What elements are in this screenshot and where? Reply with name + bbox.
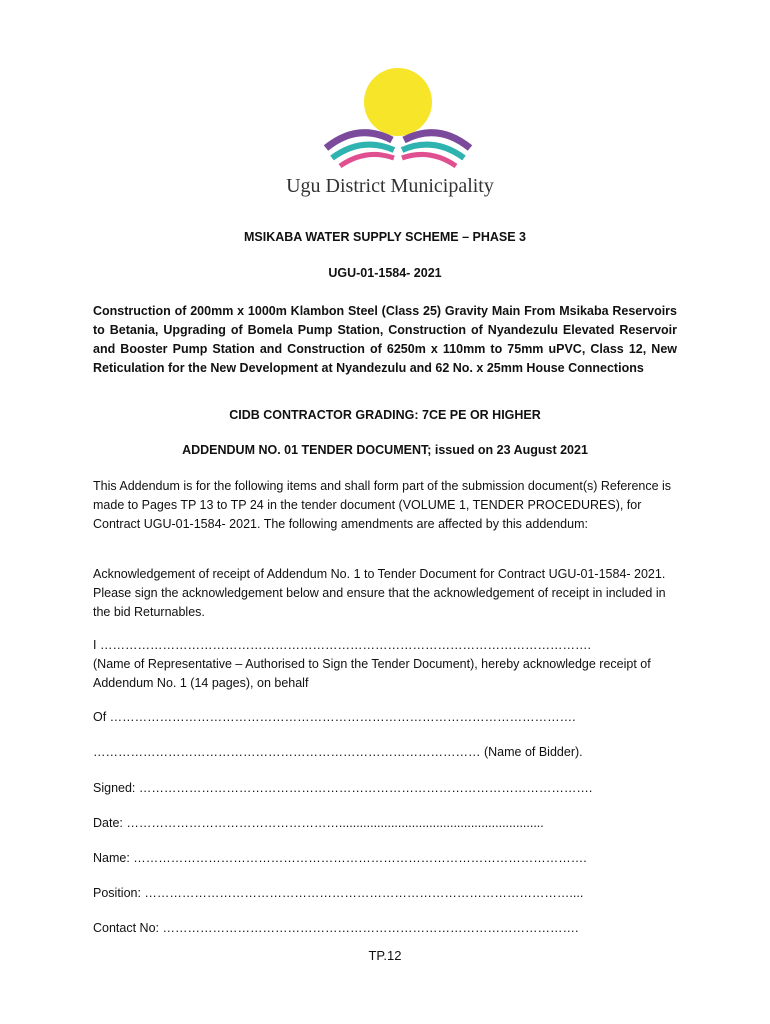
contract-number: UGU-01-1584- 2021	[328, 266, 442, 280]
intro-paragraph: This Addendum is for the following items and shall form part of the submission document(s) Reference is made to Pages TP 13 to TP 24 in the tender document (VOLUME 1, TENDER PROCEDURES), for Contract UGU-01-1584- 2021. The following amendments are affected by this addendum:	[93, 479, 672, 531]
name-line: Name: ……………………………………………………………………………………………….	[93, 851, 587, 865]
page-number: TP.12	[368, 948, 402, 963]
municipality-logo	[318, 60, 478, 170]
bidder-name-line: ………………………………………………………………………………… (Name of Bidder).	[93, 745, 583, 759]
org-name: Ugu District Municipality	[286, 175, 494, 197]
arc-pink-right	[402, 154, 456, 166]
representative-name-line: I ……………………………………………………………………………………………………….	[93, 638, 591, 652]
sun-icon	[364, 68, 432, 136]
signed-line: Signed: ……………………………………………………………………………………………….	[93, 781, 593, 795]
representative-text: (Name of Representative – Authorised to Sign the Tender Document), hereby acknowledge receipt of Addendum No. 1 (14 pages), on behalf	[93, 657, 651, 690]
scheme-title: MSIKABA WATER SUPPLY SCHEME – PHASE 3	[243, 230, 526, 244]
project-description: Construction of 200mm x 1000m Klambon Steel (Class 25) Gravity Main From Msikaba Reservoirs to Betania, Upgrading of Bomela Pump Station, Construction of Nyandezulu Elevated Reservoir and Booster Pump Station and Construction of 6250m x 110mm to 75mm uPVC, Class 12, New Reticulation for the New Development at Nyandezulu and 62 No. x 25mm House Connections	[93, 304, 677, 375]
date-line: Date: ……………………………………………...........................................................	[93, 816, 544, 830]
acknowledgement-paragraph: Acknowledgement of receipt of Addendum No. 1 to Tender Document for Contract UGU-01-1584- 2021. Please sign the acknowledgement below and ensure that the acknowledgement of receipt in included in the bid Returnables.	[93, 567, 666, 619]
position-line: Position: …………………………………………………………………………………………....	[93, 886, 584, 900]
cidb-grading: CIDB CONTRACTOR GRADING: 7CE PE OR HIGHER	[229, 408, 541, 422]
arc-pink-left	[340, 154, 394, 166]
contact-number-line: Contact No: ……………………………………………………………………………………….	[93, 921, 579, 935]
addendum-title: ADDENDUM NO. 01 TENDER DOCUMENT; issued on 23 August 2021	[182, 443, 588, 457]
of-line: Of ………………………………………………………………………………………………….	[93, 710, 576, 724]
